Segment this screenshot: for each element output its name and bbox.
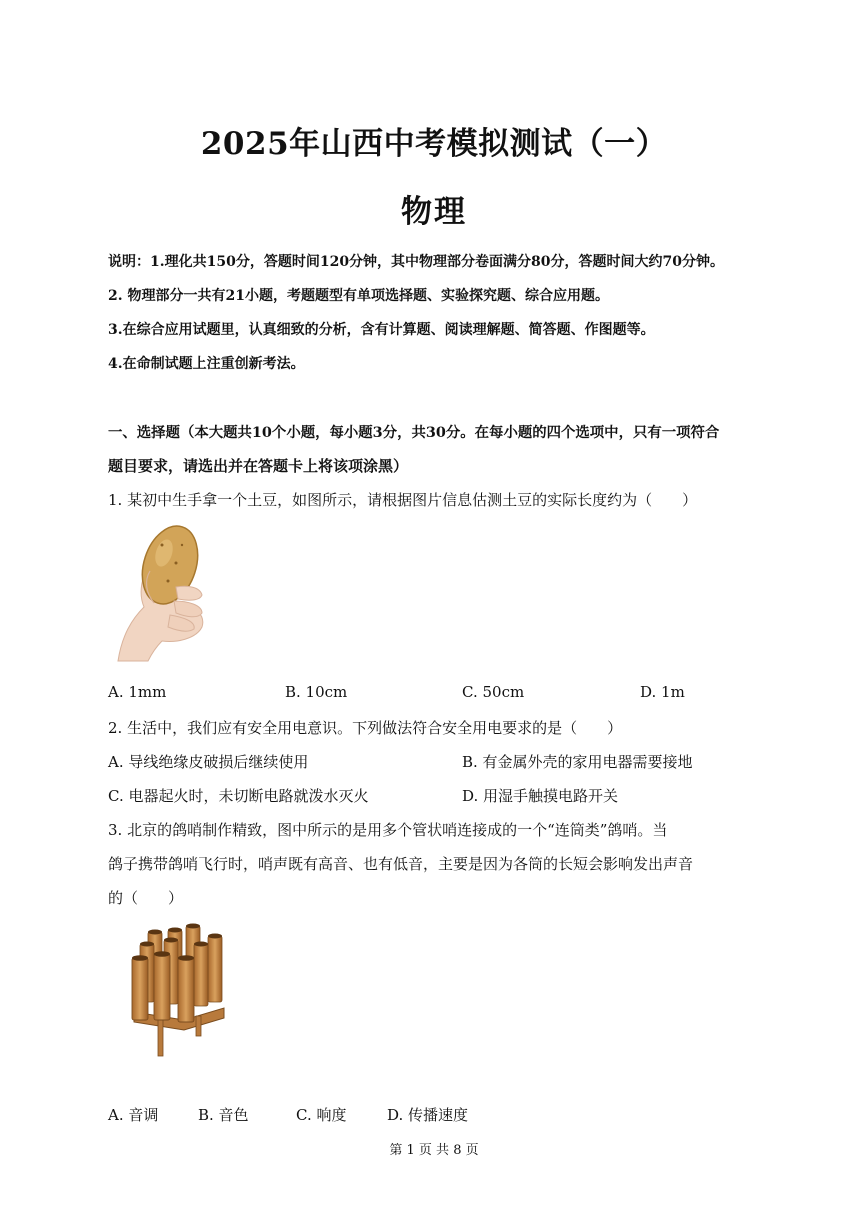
question-3-stem-line-3: 的（ ）	[108, 889, 184, 907]
section-heading-line-1: 一、选择题（本大题共10个小题，每小题3分，共30分。在每小题的四个选项中，只有一项符合	[108, 424, 720, 441]
note-line-1: 说明：1.理化共150分，答题时间120分钟，其中物理部分卷面满分80分，答题时间大约70分钟。	[108, 254, 725, 270]
question-3-stem-line-2: 鸽子携带鸽哨飞行时，哨声既有高音、也有低音，主要是因为各筒的长短会影响发出声音	[108, 855, 694, 873]
q1-option-b: B. 10cm	[285, 683, 348, 701]
question-3-stem-line-1: 3. 北京的鸽哨制作精致，图中所示的是用多个管状哨连接成的一个“连筒类”鸽哨。当	[108, 821, 668, 839]
pigeon-whistle-image	[124, 920, 234, 1060]
q1-option-c: C. 50cm	[462, 683, 525, 701]
section-heading-line-2: 题目要求，请选出并在答题卡上将该项涂黑）	[108, 457, 409, 475]
q1-option-a: A. 1mm	[108, 683, 167, 701]
page-footer: 第 1 页 共 8 页	[389, 1143, 479, 1158]
potato-hand-image	[110, 523, 210, 663]
q2-option-a: A. 导线绝缘皮破损后继续使用	[108, 753, 309, 771]
q3-option-b: B. 音色	[198, 1106, 249, 1124]
note-line-3: 3.在综合应用试题里，认真细致的分析，含有计算题、阅读理解题、简答题、作图题等。	[108, 322, 655, 338]
note-line-4: 4.在命制试题上注重创新考法。	[108, 356, 305, 372]
question-2-stem: 2. 生活中，我们应有安全用电意识。下列做法符合安全用电要求的是（ ）	[108, 719, 623, 737]
q3-option-c: C. 响度	[296, 1106, 347, 1124]
exam-title: 2025年山西中考模拟测试（一）	[200, 126, 668, 162]
subject-title: 物理	[401, 194, 467, 230]
note-line-2: 2. 物理部分一共有21小题，考题题型有单项选择题、实验探究题、综合应用题。	[108, 288, 609, 304]
q2-option-d: D. 用湿手触摸电路开关	[462, 787, 619, 805]
q2-option-c: C. 电器起火时，未切断电路就泼水灭火	[108, 787, 369, 805]
question-1-stem: 1. 某初中生手拿一个土豆，如图所示，请根据图片信息估测土豆的实际长度约为（ ）	[108, 491, 698, 509]
q1-option-d: D. 1m	[640, 683, 685, 701]
q3-option-d: D. 传播速度	[387, 1106, 469, 1124]
q2-option-b: B. 有金属外壳的家用电器需要接地	[462, 753, 693, 771]
q3-option-a: A. 音调	[108, 1106, 159, 1124]
